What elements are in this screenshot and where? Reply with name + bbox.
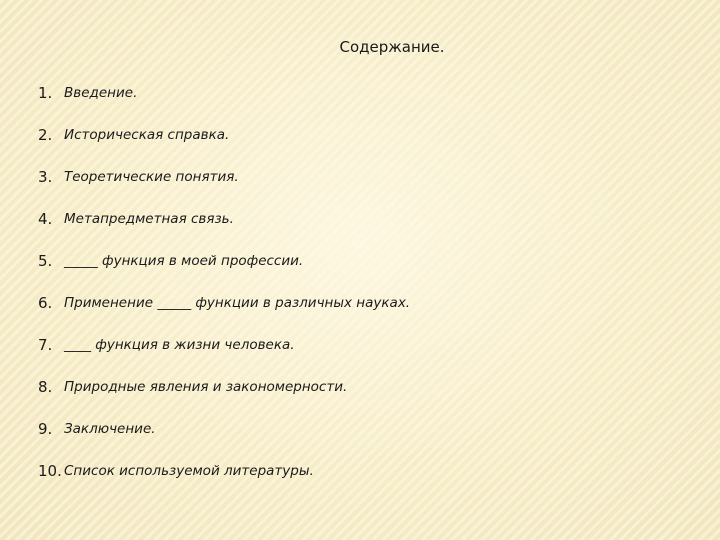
toc-item-text: Природные явления и закономерности.	[64, 379, 348, 395]
page-title: Содержание.	[339, 38, 445, 56]
toc-item-7	[38, 336, 410, 378]
toc-item-number: 4.	[38, 210, 53, 228]
toc-item-text: _____ функция в моей профессии.	[64, 253, 304, 269]
toc-item-number: 5.	[38, 252, 53, 270]
toc-item-number: 10.	[38, 462, 62, 480]
table-of-contents	[38, 84, 410, 504]
toc-item-text: Список используемой литературы.	[64, 463, 314, 479]
toc-item-number: 2.	[38, 126, 53, 144]
toc-item-1	[38, 84, 410, 126]
toc-item-number: 1.	[38, 84, 53, 102]
toc-item-9	[38, 420, 410, 462]
toc-item-number: 7.	[38, 336, 53, 354]
toc-item-10	[38, 462, 410, 504]
toc-item-5	[38, 252, 410, 294]
toc-item-number: 8.	[38, 378, 53, 396]
toc-item-6	[38, 294, 410, 336]
toc-item-2	[38, 126, 410, 168]
toc-item-text: ____ функция в жизни человека.	[64, 337, 295, 353]
toc-item-number: 9.	[38, 420, 53, 438]
toc-item-text: Введение.	[64, 85, 138, 101]
toc-item-text: Заключение.	[64, 421, 156, 437]
toc-item-text: Теоретические понятия.	[64, 169, 239, 185]
toc-item-8	[38, 378, 410, 420]
toc-item-text: Метапредметная связь.	[64, 211, 234, 227]
toc-item-text: Применение _____ функции в различных науках.	[64, 295, 411, 311]
toc-item-text: Историческая справка.	[64, 127, 230, 143]
toc-item-3	[38, 168, 410, 210]
toc-item-number: 3.	[38, 168, 53, 186]
toc-item-4	[38, 210, 410, 252]
toc-item-number: 6.	[38, 294, 53, 312]
